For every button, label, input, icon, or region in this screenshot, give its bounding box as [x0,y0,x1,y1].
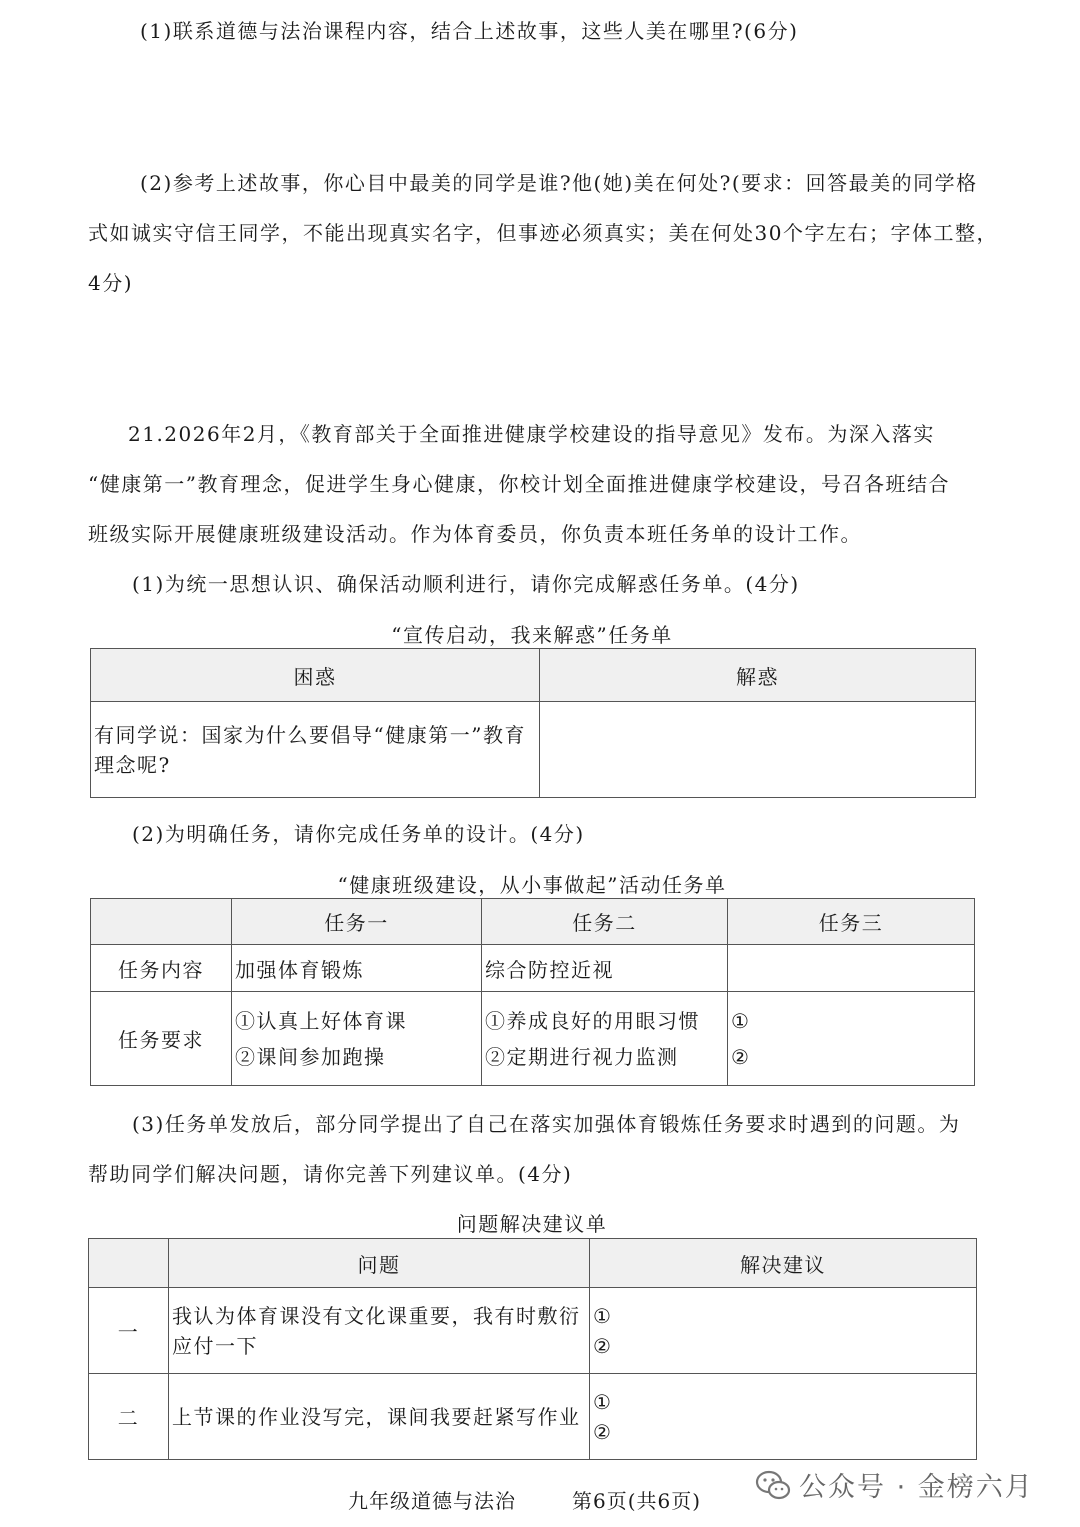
task2-req-2: ②定期进行视力监测 [485,1044,679,1069]
task3-req-2[interactable]: ② [731,1044,751,1069]
row-content-label: 任务内容 [91,945,232,992]
problem-cell: 我认为体育课没有文化课重要，我有时敷衍应付一下 [169,1288,590,1374]
q20-sub2-line1: (2)参考上述故事，你心目中最美的同学是谁?他(她)美在何处?(要求：回答最美的同学格 [140,171,978,195]
header-answer: 解惑 [540,649,976,702]
suggestion-1[interactable]: ① [593,1389,613,1414]
suggestion-header-suggestion: 解决建议 [590,1239,977,1288]
wechat-icon [755,1469,791,1501]
task1-requirements [232,992,482,1086]
q20-sub2-line2: 式如诚实守信王同学，不能出现真实名字，但事迹必须真实；美在何处30个字左右；字体工整， [88,221,998,245]
part2-caption: “健康班级建设，从小事做起”活动任务单 [337,873,727,897]
watermark-text: 公众号 · 金榜六月 [799,1472,1034,1503]
row-confusion: 有同学说：国家为什么要倡导“健康第一”教育理念呢? [91,702,540,798]
part1-caption: “宣传启动，我来解惑”任务单 [391,623,673,647]
task1-content: 加强体育锻炼 [232,945,482,992]
task2-req-1: ①养成良好的用眼习惯 [485,1008,700,1033]
task-header-3: 任务三 [728,899,975,945]
task-header-1: 任务一 [232,899,482,945]
suggestion-2[interactable]: ② [593,1419,613,1444]
part1-prompt: (1)为统一思想认识、确保活动顺利进行，请你完成解惑任务单。(4分) [132,572,800,596]
suggestion-2[interactable]: ② [593,1333,613,1358]
watermark [755,1465,1034,1504]
task3-req-1[interactable]: ① [731,1008,751,1033]
task1-req-1: ①认真上好体育课 [235,1008,407,1033]
task2-requirements [482,992,728,1086]
header-confusion: 困惑 [91,649,540,702]
q21-intro-line1: 21.2026年2月，《教育部关于全面推进健康学校建设的指导意见》发布。为深入落实 [128,422,935,446]
task3-content[interactable] [728,945,975,992]
suggestion-header-problem: 问题 [169,1239,590,1288]
row-req-label: 任务要求 [91,992,232,1086]
row-number: 二 [89,1374,169,1460]
suggestion-cell[interactable] [590,1374,977,1460]
suggestion-cell[interactable] [590,1288,977,1374]
footer-page: 第6页(共6页) [572,1489,702,1513]
row-number: 一 [89,1288,169,1374]
q21-intro-line3: 班级实际开展健康班级建设活动。作为体育委员，你负责本班任务单的设计工作。 [88,522,862,546]
suggestion-1[interactable]: ① [593,1303,613,1328]
footer-subject: 九年级道德与法治 [348,1489,516,1513]
part3-prompt-line1: (3)任务单发放后，部分同学提出了自己在落实加强体育锻炼任务要求时遇到的问题。为 [132,1112,961,1136]
q20-sub2-line3: 4分) [88,271,134,295]
part3-prompt-line2: 帮助同学们解决问题，请你完善下列建议单。(4分) [88,1162,573,1186]
answer-cell[interactable] [540,702,976,798]
task-header-empty [91,899,232,945]
part3-caption: 问题解决建议单 [456,1212,608,1236]
q21-intro-line2: “健康第一”教育理念，促进学生身心健康，你校计划全面推进健康学校建设，号召各班结合 [88,472,950,496]
task-table [90,898,975,1086]
task3-requirements[interactable] [728,992,975,1086]
problem-cell: 上节课的作业没写完，课间我要赶紧写作业 [169,1374,590,1460]
task-header-2: 任务二 [482,899,728,945]
part2-prompt: (2)为明确任务，请你完成任务单的设计。(4分) [132,822,585,846]
clarify-table [90,648,976,798]
task2-content: 综合防控近视 [482,945,728,992]
task1-req-2: ②课间参加跑操 [235,1044,386,1069]
suggestion-header-no [89,1239,169,1288]
suggestion-table [88,1238,977,1460]
q20-sub1: (1)联系道德与法治课程内容，结合上述故事，这些人美在哪里?(6分) [140,19,799,43]
